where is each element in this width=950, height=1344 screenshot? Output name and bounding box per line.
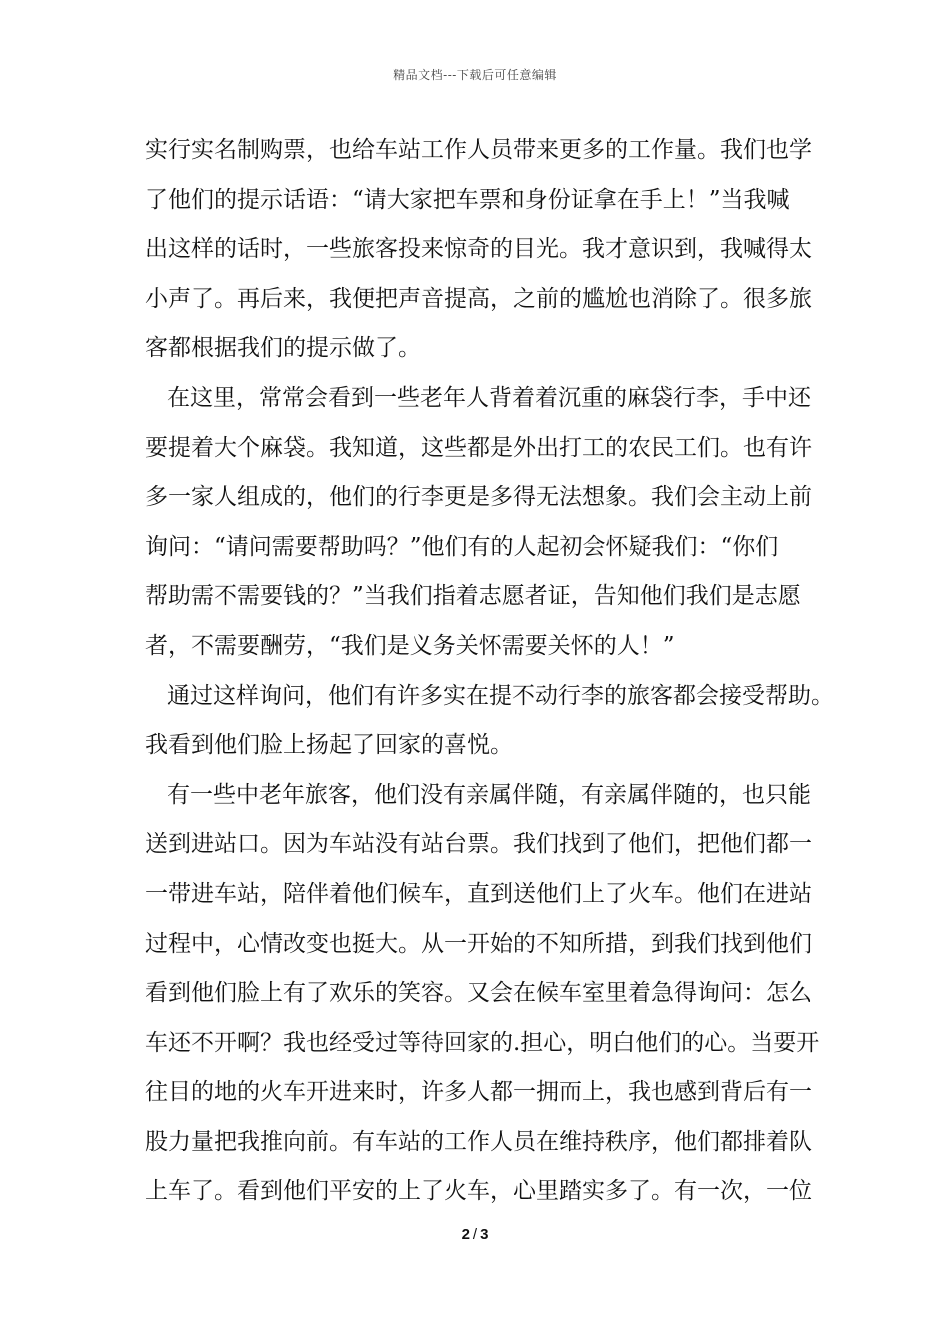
text-line: 往目的地的火车开进来时，许多人都一拥而上，我也感到背后有一 [145,1079,812,1106]
paragraph [145,126,821,374]
text-line: 询问：“请问需要帮助吗？”他们有的人起初会怀疑我们：“你们 [145,533,779,560]
paragraph [145,672,834,771]
text-line: 一带进车站，陪伴着他们候车，直到送他们上了火车。他们在进站 [145,880,812,907]
page-header: 精品文档---下载后可任意编辑 [393,68,557,82]
text-line: 我看到他们脸上扬起了回家的喜悦。 [145,732,513,759]
text-line: 上车了。看到他们平安的上了火车，心里踏实多了。有一次，一位 [145,1178,812,1205]
text-line: 了他们的提示话语：“请大家把车票和身份证拿在手上！”当我喊 [145,186,790,213]
text-line: 看到他们脸上有了欢乐的笑容。又会在候车室里着急得询问：怎么 [145,980,812,1007]
text-line: 客都根据我们的提示做了。 [145,335,421,362]
text-line: 多一家人组成的，他们的行李更是多得无法想象。我们会主动上前 [145,484,812,511]
text-line: 实行实名制购票，也给车站工作人员带来更多的工作量。我们也学 [145,137,812,163]
page-separator: / [472,1226,478,1243]
paragraph [145,374,821,672]
text-line: 小声了。再后来，我便把声音提高，之前的尴尬也消除了。很多旅 [145,285,812,312]
text-line: 车还不开啊？我也经受过等待回家的.担心，明白他们的心。当要开 [145,1029,820,1056]
text-line: 送到进站口。因为车站没有站台票。我们找到了他们，把他们都一 [145,831,812,858]
text-line: 有一些中老年旅客，他们没有亲属伴随，有亲属伴随的，也只能 [167,781,811,808]
text-line: 帮助需不需要钱的？”当我们指着志愿者证，告知他们我们是志愿 [145,583,801,610]
page-number [0,1226,950,1243]
text-line: 过程中，心情改变也挺大。从一开始的不知所措，到我们找到他们 [145,930,812,957]
paragraph [145,771,821,1217]
document-body [145,126,834,1217]
text-line: 要提着大个麻袋。我知道，这些都是外出打工的农民工们。也有许 [145,434,812,461]
total-page-count: 3 [480,1226,489,1243]
current-page-number: 2 [461,1226,470,1243]
text-line: 在这里，常常会看到一些老年人背着着沉重的麻袋行李，手中还 [167,384,811,411]
text-line: 股力量把我推向前。有车站的工作人员在维持秩序，他们都排着队 [145,1128,812,1155]
text-line: 出这样的话时，一些旅客投来惊奇的目光。我才意识到，我喊得太 [145,236,812,263]
text-line: 通过这样询问，他们有许多实在提不动行李的旅客都会接受帮助。 [167,682,834,709]
text-line: 者，不需要酬劳，“我们是义务关怀需要关怀的人！” [145,632,675,659]
